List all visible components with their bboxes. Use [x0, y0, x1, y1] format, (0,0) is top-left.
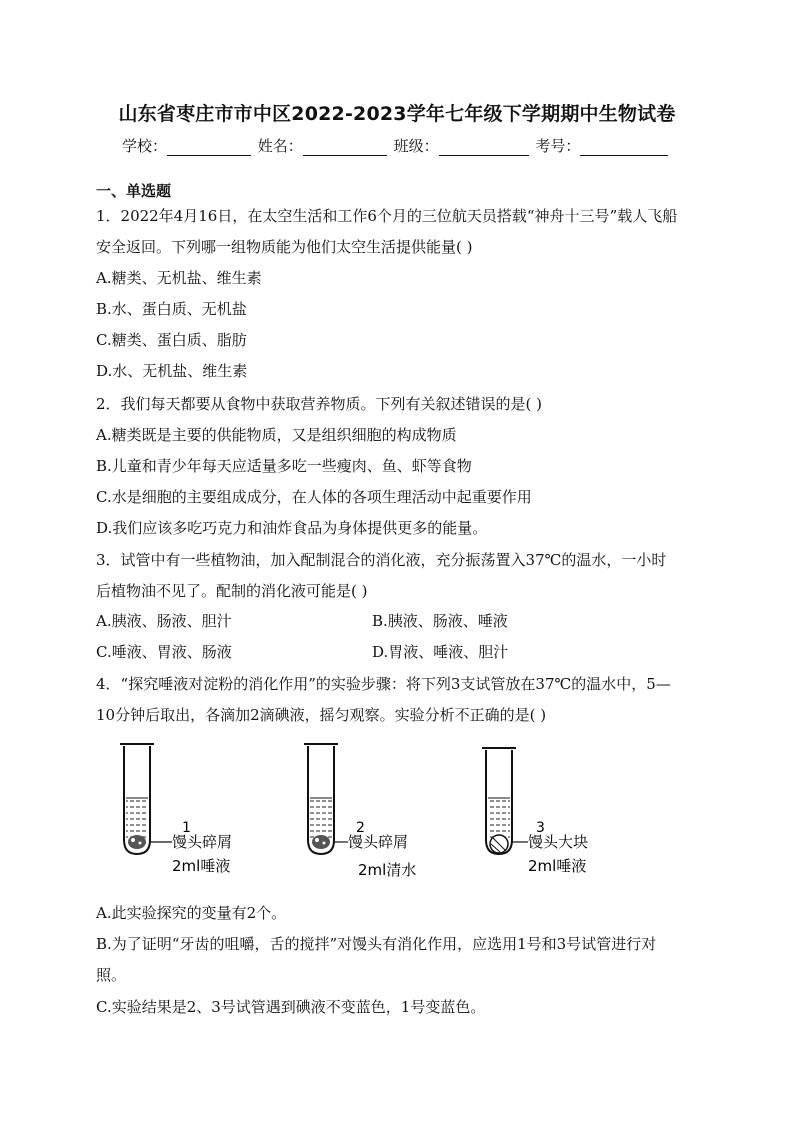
q1-option-c: C.糖类、蛋白质、脂肪: [96, 331, 247, 349]
test-tube-1: [120, 744, 232, 875]
q2-option-a: A.糖类既是主要的供能物质，又是组织细胞的构成物质: [96, 426, 457, 444]
q1-stem-line1: 1．2022年4月16日，在太空生活和工作6个月的三位航天员搭载“神舟十三号”载人飞船: [96, 207, 678, 225]
school-blank[interactable]: [167, 139, 251, 156]
class-label: 班级：: [393, 137, 439, 155]
name-label: 姓名：: [257, 137, 303, 155]
q4-stem-line2: 10分钟后取出，各滴加2滴碘液，摇匀观察。实验分析不正确的是( ): [96, 706, 547, 724]
test-tube-3: [482, 748, 588, 875]
school-label: 学校：: [122, 137, 168, 155]
tube-1-label: 馒头碎屑: [172, 833, 233, 851]
q3-stem-line2: 后植物油不见了。配制的消化液可能是( ): [96, 582, 368, 600]
tube-2-liquid: 2ml清水: [358, 861, 417, 879]
tube-1-liquid: 2ml唾液: [172, 857, 231, 875]
tube-1-number: 1: [182, 820, 191, 836]
tube-2-number: 2: [356, 820, 365, 836]
student-info-line: [122, 135, 670, 156]
q1-option-a: A.糖类、无机盐、维生素: [96, 269, 262, 287]
q4-option-c: C.实验结果是2、3号试管遇到碘液不变蓝色，1号变蓝色。: [96, 998, 486, 1016]
q1-option-b: B.水、蛋白质、无机盐: [96, 300, 247, 318]
class-blank[interactable]: [439, 139, 529, 156]
q3-option-a: A.胰液、肠液、胆汁: [96, 612, 232, 630]
tube-3-label: 馒头大块: [528, 833, 589, 851]
q3-option-d: D.胃液、唾液、胆汁: [372, 643, 509, 661]
section-heading: 一、单选题: [96, 182, 172, 200]
q1-stem-line2: 安全返回。下列哪一组物质能为他们太空生活提供能量( ): [96, 238, 473, 256]
q4-option-b-line2: 照。: [96, 966, 127, 984]
test-tube-2: [304, 744, 416, 879]
test-tube-diagram: [100, 738, 640, 888]
exam-number-blank[interactable]: [580, 139, 668, 156]
q3-option-c: C.唾液、胃液、肠液: [96, 643, 232, 661]
tube-3-liquid: 2ml唾液: [528, 857, 587, 875]
tube-3-number: 3: [536, 820, 545, 836]
q3-stem-line1: 3．试管中有一些植物油，加入配制混合的消化液，充分振荡置入37℃的温水，一小时: [96, 551, 667, 569]
q2-option-c: C.水是细胞的主要组成成分，在人体的各项生理活动中起重要作用: [96, 488, 532, 506]
name-blank[interactable]: [303, 139, 387, 156]
q4-stem-line1: 4．“探究唾液对淀粉的消化作用”的实验步骤：将下列3支试管放在37℃的温水中，5—: [96, 675, 671, 693]
q2-stem: 2．我们每天都要从食物中获取营养物质。下列有关叙述错误的是( ): [96, 395, 543, 413]
exam-number-label: 考号：: [535, 137, 581, 155]
q3-option-b: B.胰液、肠液、唾液: [372, 612, 508, 630]
q2-option-b: B.儿童和青少年每天应适量多吃一些瘦肉、鱼、虾等食物: [96, 457, 472, 475]
q1-option-d: D.水、无机盐、维生素: [96, 362, 248, 380]
q4-option-a: A.此实验探究的变量有2个。: [96, 904, 287, 922]
exam-title: 山东省枣庄市市中区2022-2023学年七年级下学期期中生物试卷: [118, 103, 676, 125]
tube-2-label: 馒头碎屑: [348, 833, 409, 851]
q2-option-d: D.我们应该多吃巧克力和油炸食品为身体提供更多的能量。: [96, 519, 488, 537]
q4-option-b-line1: B.为了证明“牙齿的咀嚼，舌的搅拌”对馒头有消化作用，应选用1号和3号试管进行对: [96, 935, 657, 953]
